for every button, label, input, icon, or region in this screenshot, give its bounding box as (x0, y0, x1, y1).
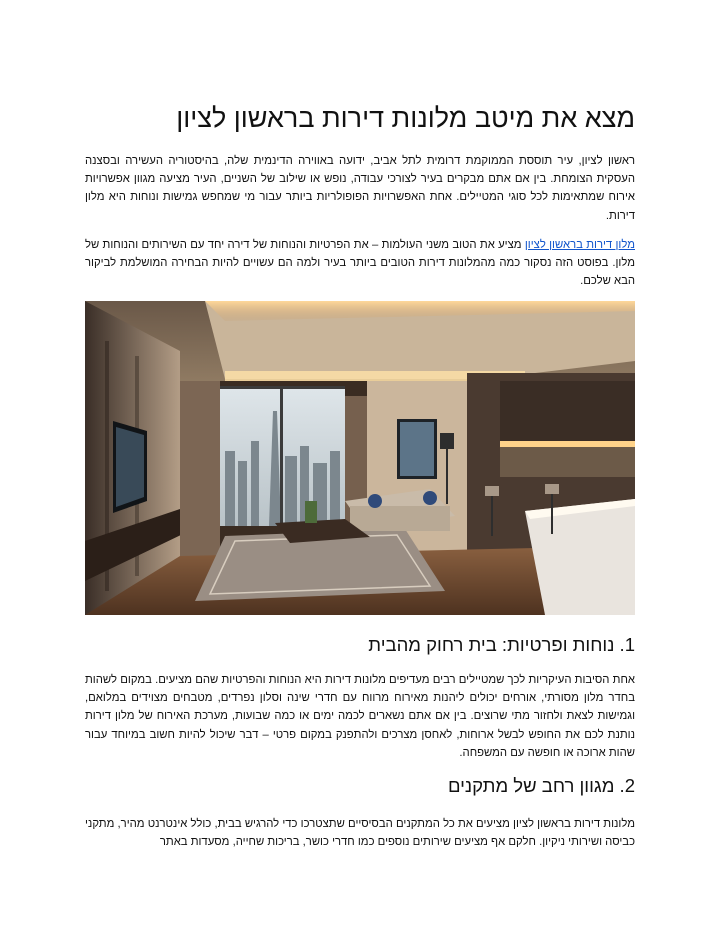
living-room-image (85, 301, 635, 615)
section-1-body: אחת הסיבות העיקריות לכך שמטיילים רבים מעדיפים מלונות דירות היא הנוחות והפרטיות שהם מציעים. במקום לשהות בחדר מלון מסורתי, אורחים יכולים ליהנות מאירוח מרווח עם חדרי שינה וסלון נפרדים, מטבחים מצוידים במלואם, וגמישות לצאת ולחזור מתי שרוצים. בין אם אתם נשארים לכמה ימים או כמה שבועות, מערכת האירוח של מלון דירות נותנת לכם את החופש לבשל ארוחות, לאחסן מצרכים ולהתפנק במקום פרטי – דבר שיכול להיות חשוב במיוחד עבור שהות ארוכה או חופשה עם המשפחה. (85, 674, 635, 759)
intro-paragraph-2-text: מציע את הטוב משני העולמות – את הפרטיות והנוחות של דירה יחד עם השירותים והנוחות של מלון. בפוסט הזה נסקור כמה מהמלונות דירות הטובים ביותר בעיר ולמה הם עשויים להיות הבחירה המושלמת לביקור הבא שלכם. (85, 239, 635, 288)
living-room-photo (85, 301, 635, 615)
intro-paragraph-2 (85, 236, 635, 291)
page-title: מצא את מיטב מלונות דירות בראשון לציון (176, 103, 635, 133)
intro-paragraph: ראשון לציון, עיר תוססת הממוקמת דרומית לתל אביב, ידועה באווירה הדינמית שלה, בהיסטוריה העשירה ובסצנה העסקית הצומחת. בין אם אתם מבקרים בעיר לצורכי עבודה, נופש או שילוב של השניים, העיר מציעה מגוון אפשרויות אירוח שמתאימות לכל סוגי המטיילים. אחת האפשרויות הפופולריות ביותר עבור מי שמחפש גמישות ונוחות היא מלון דירות. (85, 155, 635, 222)
section-2-heading: 2. מגוון רחב של מתקנים (447, 775, 635, 796)
section-2-body: מלונות דירות בראשון לציון מציעים את כל המתקנים הבסיסיים שתצטרכו כדי להרגיש בבית, כולל אינטרנט מהיר, מתקני כביסה ושירותי ניקיון. חלקם אף מציעים שירותים נוספים כמו חדרי כושר, בריכות שחייה, מסעדות באתר (85, 818, 635, 849)
apartment-hotel-link[interactable]: מלון דירות בראשון לציון (524, 239, 635, 251)
section-1-heading: 1. נוחות ופרטיות: בית רחוק מהבית (368, 634, 635, 655)
